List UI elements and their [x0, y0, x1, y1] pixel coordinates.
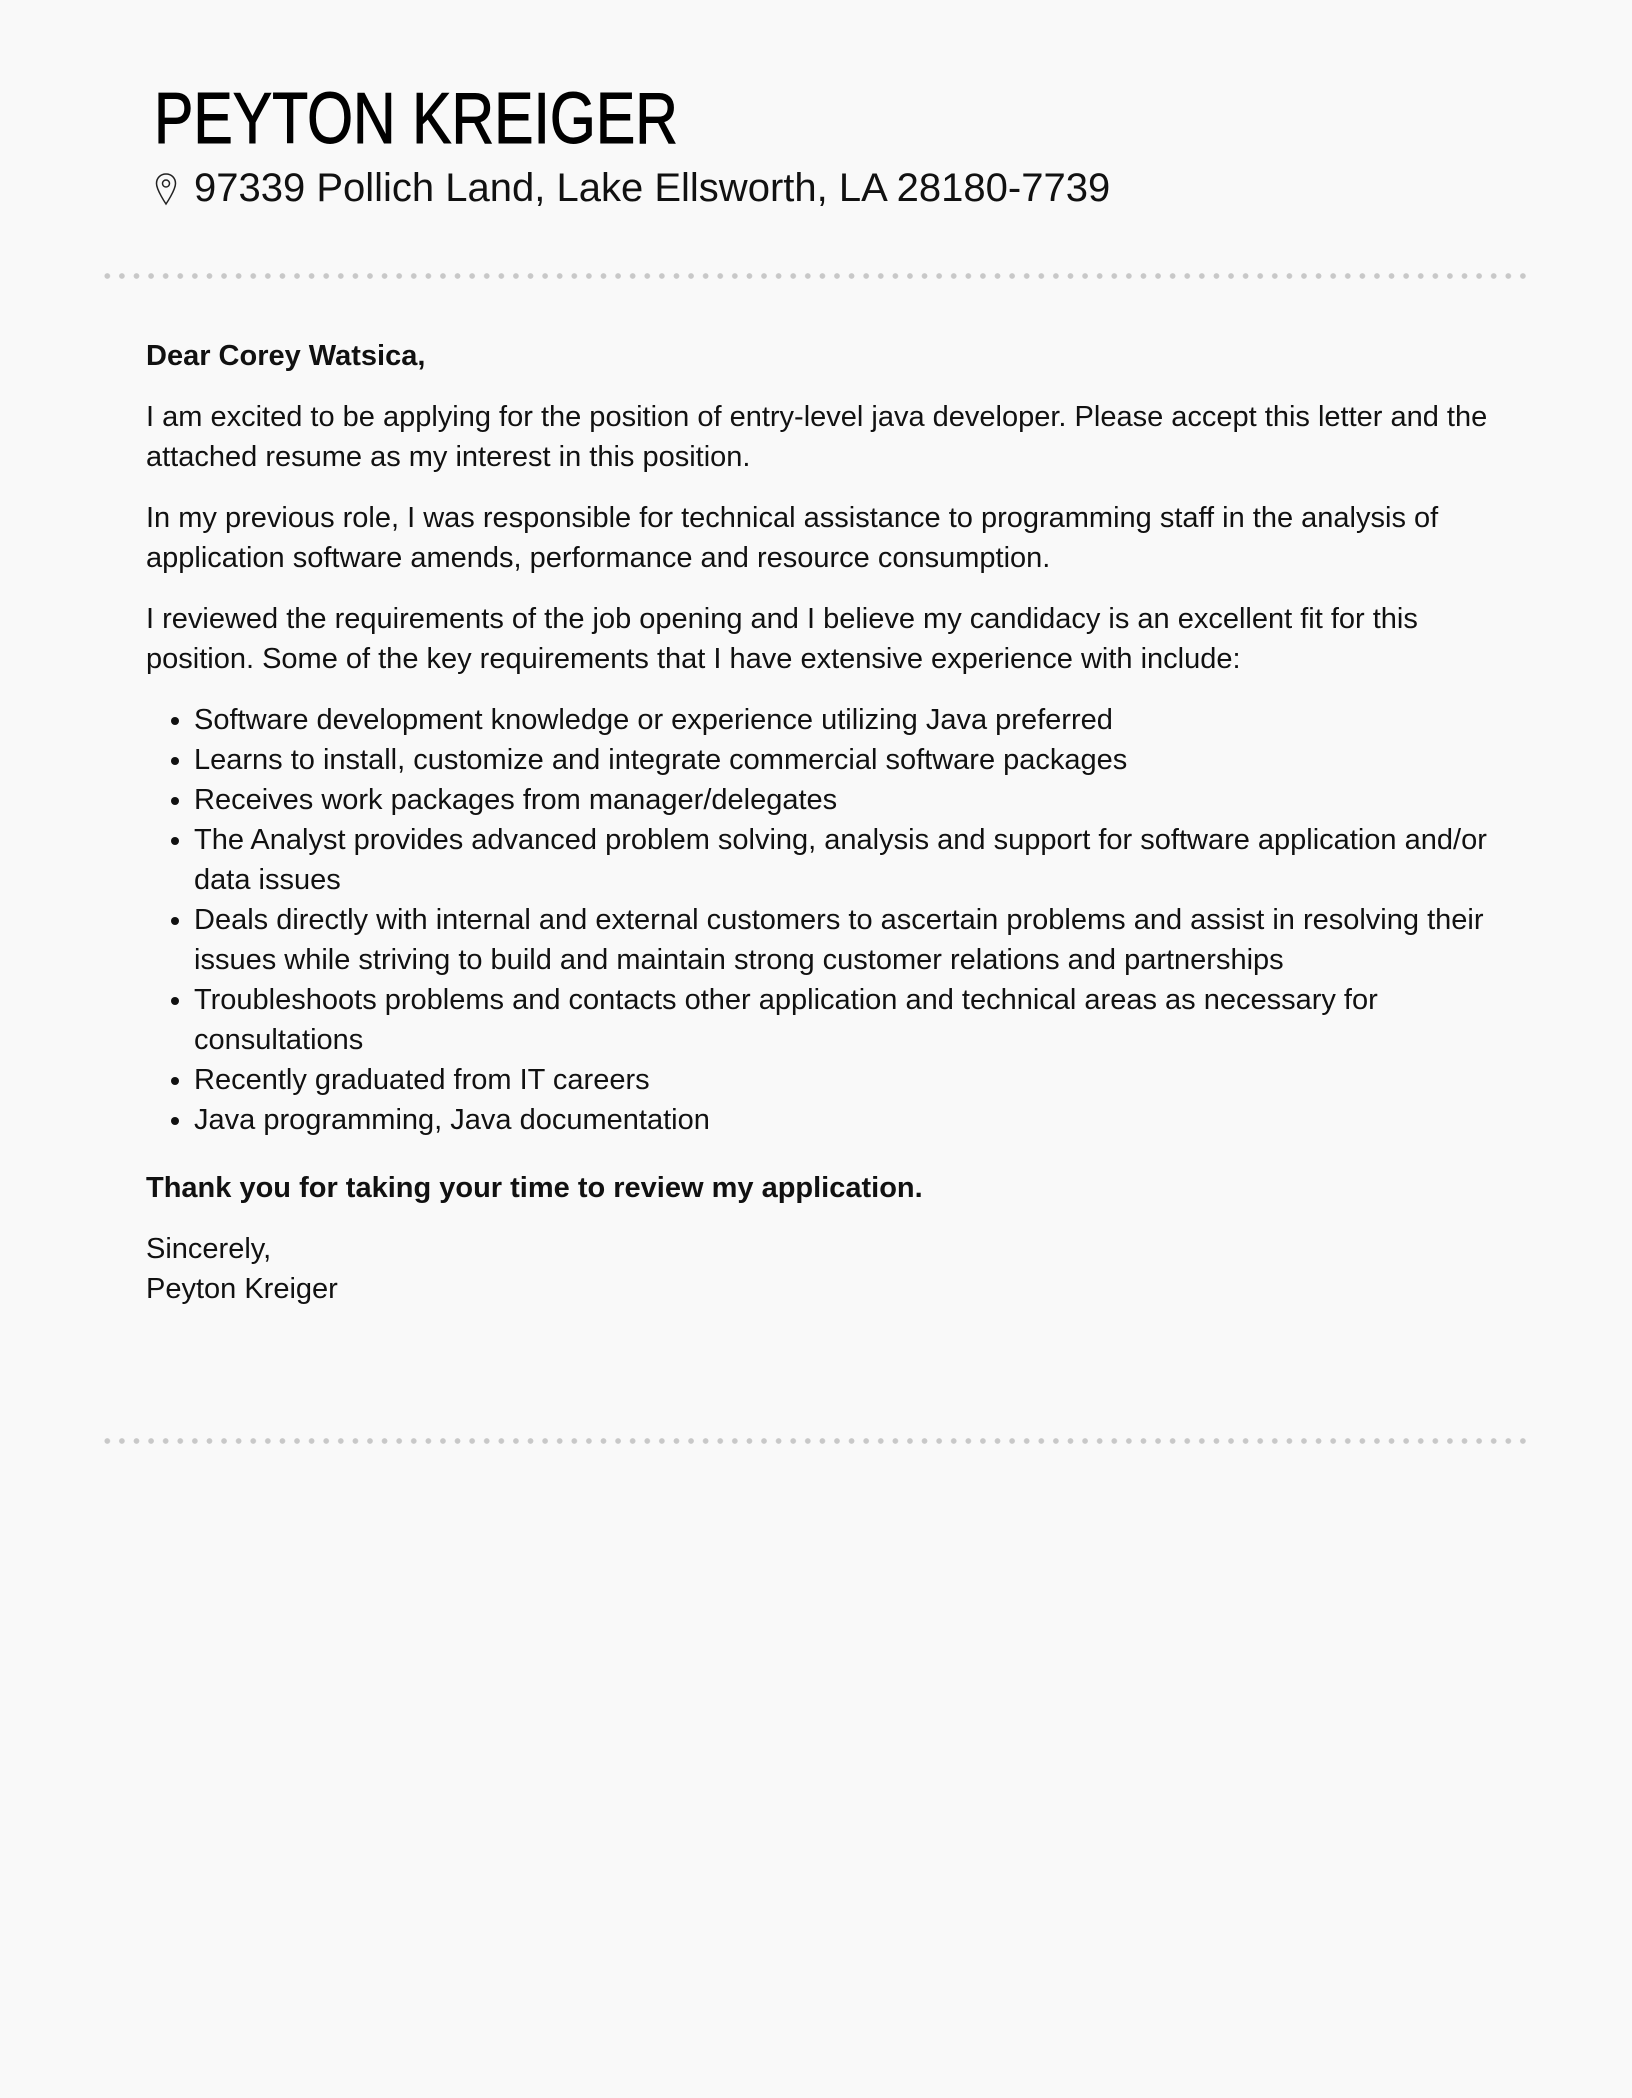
list-item: • Troubleshoots problems and contacts other application and technical areas as necessary for consultations: [194, 980, 1516, 1060]
closing-statement: Thank you for taking your time to review my application.: [146, 1172, 923, 1204]
top-divider: [100, 273, 1532, 279]
bottom-divider: [100, 1438, 1532, 1444]
list-item: • Java programming, Java documentation: [194, 1100, 1516, 1140]
list-item: • Receives work packages from manager/delegates: [194, 780, 1516, 820]
signature: Peyton Kreiger: [146, 1273, 338, 1305]
list-item: • Learns to install, customize and integrate commercial software packages: [194, 740, 1516, 780]
applicant-name: PEYTON KREIGER: [154, 79, 678, 159]
list-item: • Software development knowledge or experience utilizing Java preferred: [194, 700, 1516, 740]
letter-body: [146, 336, 1516, 1330]
address-text: 97339 Pollich Land, Lake Ellsworth, LA 28180-7739: [194, 166, 1111, 210]
signoff: Sincerely,: [146, 1233, 272, 1265]
list-item: • Deals directly with internal and external customers to ascertain problems and assist in resolving their issues while striving to build and maintain strong customer relations and partnerships: [194, 900, 1516, 980]
list-item: • Recently graduated from IT careers: [194, 1060, 1516, 1100]
paragraph: I am excited to be applying for the position of entry-level java developer. Please accept this letter and the attached resume as my interest in this position.: [146, 401, 1488, 473]
paragraph: In my previous role, I was responsible for technical assistance to programming staff in the analysis of application software amends, performance and resource consumption.: [146, 502, 1439, 574]
paragraph: I reviewed the requirements of the job opening and I believe my candidacy is an excellent fit for this position. Some of the key requirements that I have extensive experience with include:: [146, 603, 1418, 675]
requirements-list: [146, 700, 1516, 1140]
list-item: • The Analyst provides advanced problem solving, analysis and support for software application and/or data issues: [194, 820, 1516, 900]
map-pin-icon: [154, 172, 178, 206]
salutation: Dear Corey Watsica,: [146, 340, 426, 372]
address-line: [154, 166, 1110, 211]
